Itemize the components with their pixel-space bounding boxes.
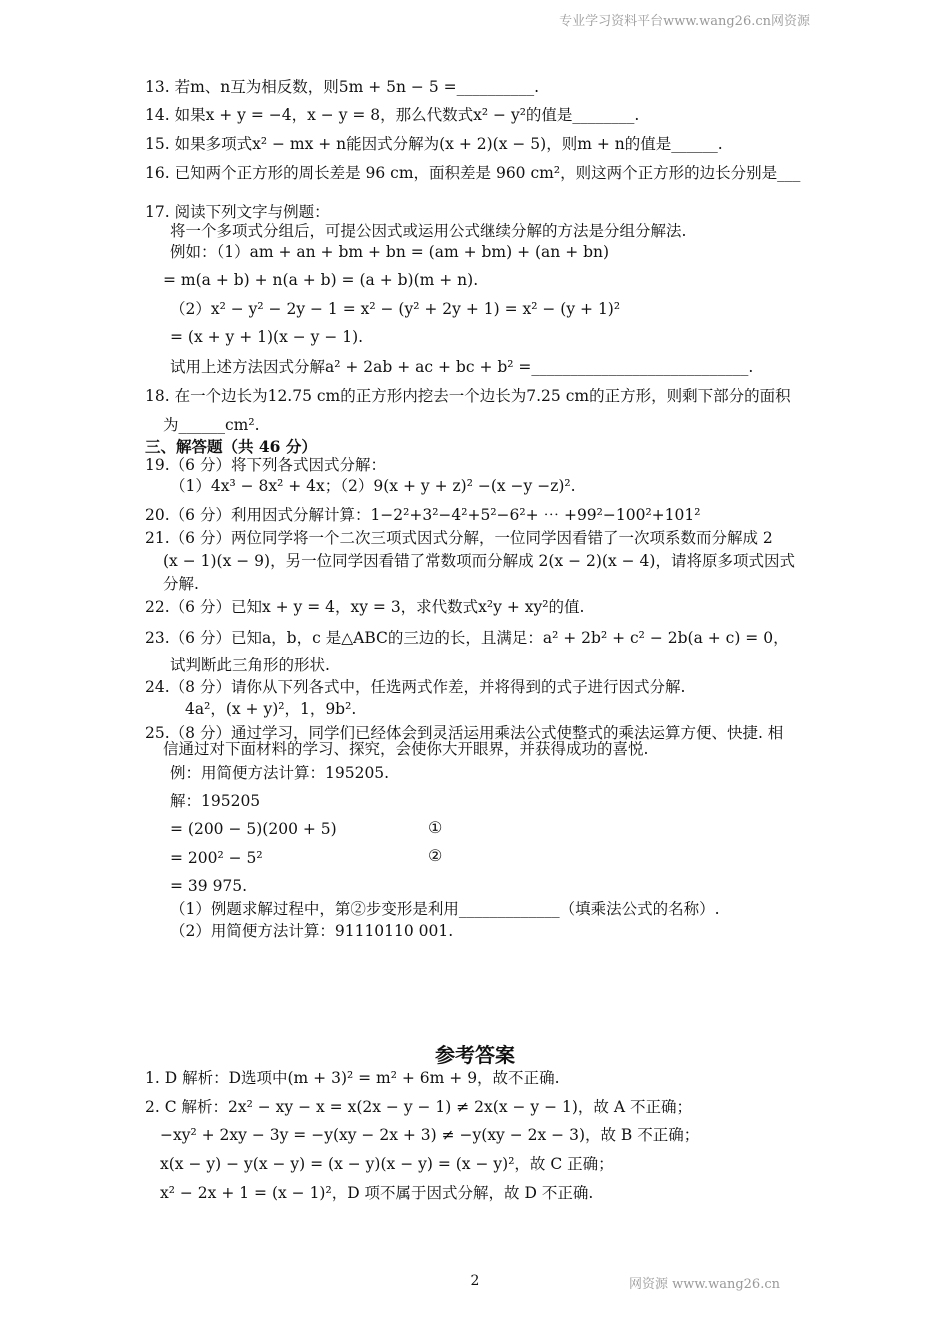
- question-25-part2: （2）用简便方法计算：91110110 001.: [170, 922, 454, 940]
- question-16: 16. 已知两个正方形的周长差是 96 cm，面积差是 960 cm²，则这两个正方形的边长分别是___: [145, 164, 801, 182]
- question-25: 25.（8 分）通过学习，同学们已经体会到灵活运用乘法公式使整式的乘法运算方便、快捷. 相: [145, 724, 784, 742]
- question-14: 14. 如果x + y = −4，x − y = 8，那么代数式x² − y²的值是________.: [145, 106, 640, 124]
- question-18-cont: 为______cm².: [163, 416, 260, 434]
- question-25-example: 例：用简便方法计算：195205.: [170, 764, 390, 782]
- question-25-step: = 200² − 5²: [170, 849, 263, 867]
- question-17-line: 将一个多项式分组后，可提公因式或运用公式继续分解的方法是分组分解法.: [170, 222, 687, 240]
- question-15: 15. 如果多项式x² − mx + n能因式分解为(x + 2)(x − 5)，则m + n的值是______.: [145, 135, 723, 153]
- footer-source: 网资源 www.wang26.cn: [628, 1277, 780, 1292]
- question-17-title: 17. 阅读下列文字与例题：: [145, 203, 330, 221]
- question-13: 13. 若m、n互为相反数，则5m + 5n − 5 =__________.: [145, 78, 540, 96]
- question-19: 19.（6 分）将下列各式因式分解：: [145, 456, 386, 474]
- question-18: 18. 在一个边长为12.75 cm的正方形内挖去一个边长为7.25 cm的正方形，则剩下部分的面积: [145, 387, 791, 405]
- answer-1: 1. D 解析：D选项中(m + 3)² = m² + 6m + 9，故不正确.: [145, 1069, 560, 1087]
- question-25-part1: （1）例题求解过程中，第②步变形是利用_____________（填乘法公式的名称）.: [170, 900, 720, 918]
- question-17-line: （2）x² − y² − 2y − 1 = x² − (y² + 2y + 1) = x² − (y + 1)²: [170, 300, 621, 318]
- answer-2: 2. C 解析：2x² − xy − x = x(2x − y − 1) ≠ 2x(x − y − 1)，故 A 不正确；: [145, 1098, 692, 1116]
- page-number: 2: [470, 1273, 480, 1289]
- question-21-cont: 分解.: [163, 575, 199, 593]
- answer-2-line: x² − 2x + 1 = (x − 1)²，D 项不属于因式分解，故 D 不正确.: [160, 1184, 594, 1202]
- question-23-cont: 试判断此三角形的形状.: [170, 656, 330, 674]
- question-24: 24.（8 分）请你从下列各式中，任选两式作差，并将得到的式子进行因式分解.: [145, 678, 686, 696]
- step-mark-2: ②: [428, 846, 443, 865]
- question-21-cont: (x − 1)(x − 9)，另一位同学因看错了常数项而分解成 2(x − 2)(x − 4)，请将原多项式因式: [163, 552, 795, 570]
- step-mark-1: ①: [428, 818, 443, 837]
- question-25-step: = (200 − 5)(200 + 5): [170, 820, 337, 838]
- question-25-solution: 解：195205: [170, 792, 261, 810]
- question-19-items: （1）4x³ − 8x² + 4x；（2）9(x + y + z)² −(x −y −z)².: [170, 477, 576, 495]
- section-heading: 三、解答题（共 46 分）: [145, 437, 317, 456]
- question-24-expr: 4a²，(x + y)²，1，9b².: [185, 700, 357, 718]
- question-20: 20.（6 分）利用因式分解计算：1−2²+3²−4²+5²−6²+ ⋯ +99²−100²+101²: [145, 506, 701, 524]
- question-17-line: = (x + y + 1)(x − y − 1).: [170, 328, 364, 346]
- answer-2-line: −xy² + 2xy − 3y = −y(xy − 2x + 3) ≠ −y(xy − 2x − 3)，故 B 不正确；: [160, 1126, 700, 1144]
- question-17-line: 例如：（1）am + an + bm + bn = (am + bm) + (an + bn): [170, 243, 610, 261]
- question-17-task: 试用上述方法因式分解a² + 2ab + ac + bc + b² =____________________________.: [170, 358, 754, 376]
- question-21: 21.（6 分）两位同学将一个二次三项式因式分解，一位同学因看错了一次项系数而分解成 2: [145, 529, 773, 547]
- question-25-step: = 39 975.: [170, 877, 248, 895]
- question-22: 22.（6 分）已知x + y = 4，xy = 3，求代数式x²y + xy²的值.: [145, 598, 585, 616]
- header-source: 专业学习资料平台www.wang26.cn网资源: [559, 14, 810, 29]
- question-23: 23.（6 分）已知a，b，c 是△ABC的三边的长，且满足：a² + 2b² + c² − 2b(a + c) = 0，: [145, 629, 789, 647]
- question-25-cont: 信通过对下面材料的学习、探究，会使你大开眼界，并获得成功的喜悦.: [163, 740, 649, 758]
- answer-2-line: x(x − y) − y(x − y) = (x − y)(x − y) = (x − y)²，故 C 正确；: [160, 1155, 614, 1173]
- question-17-line: = m(a + b) + n(a + b) = (a + b)(m + n).: [163, 271, 479, 289]
- answers-title: 参考答案: [435, 1043, 515, 1067]
